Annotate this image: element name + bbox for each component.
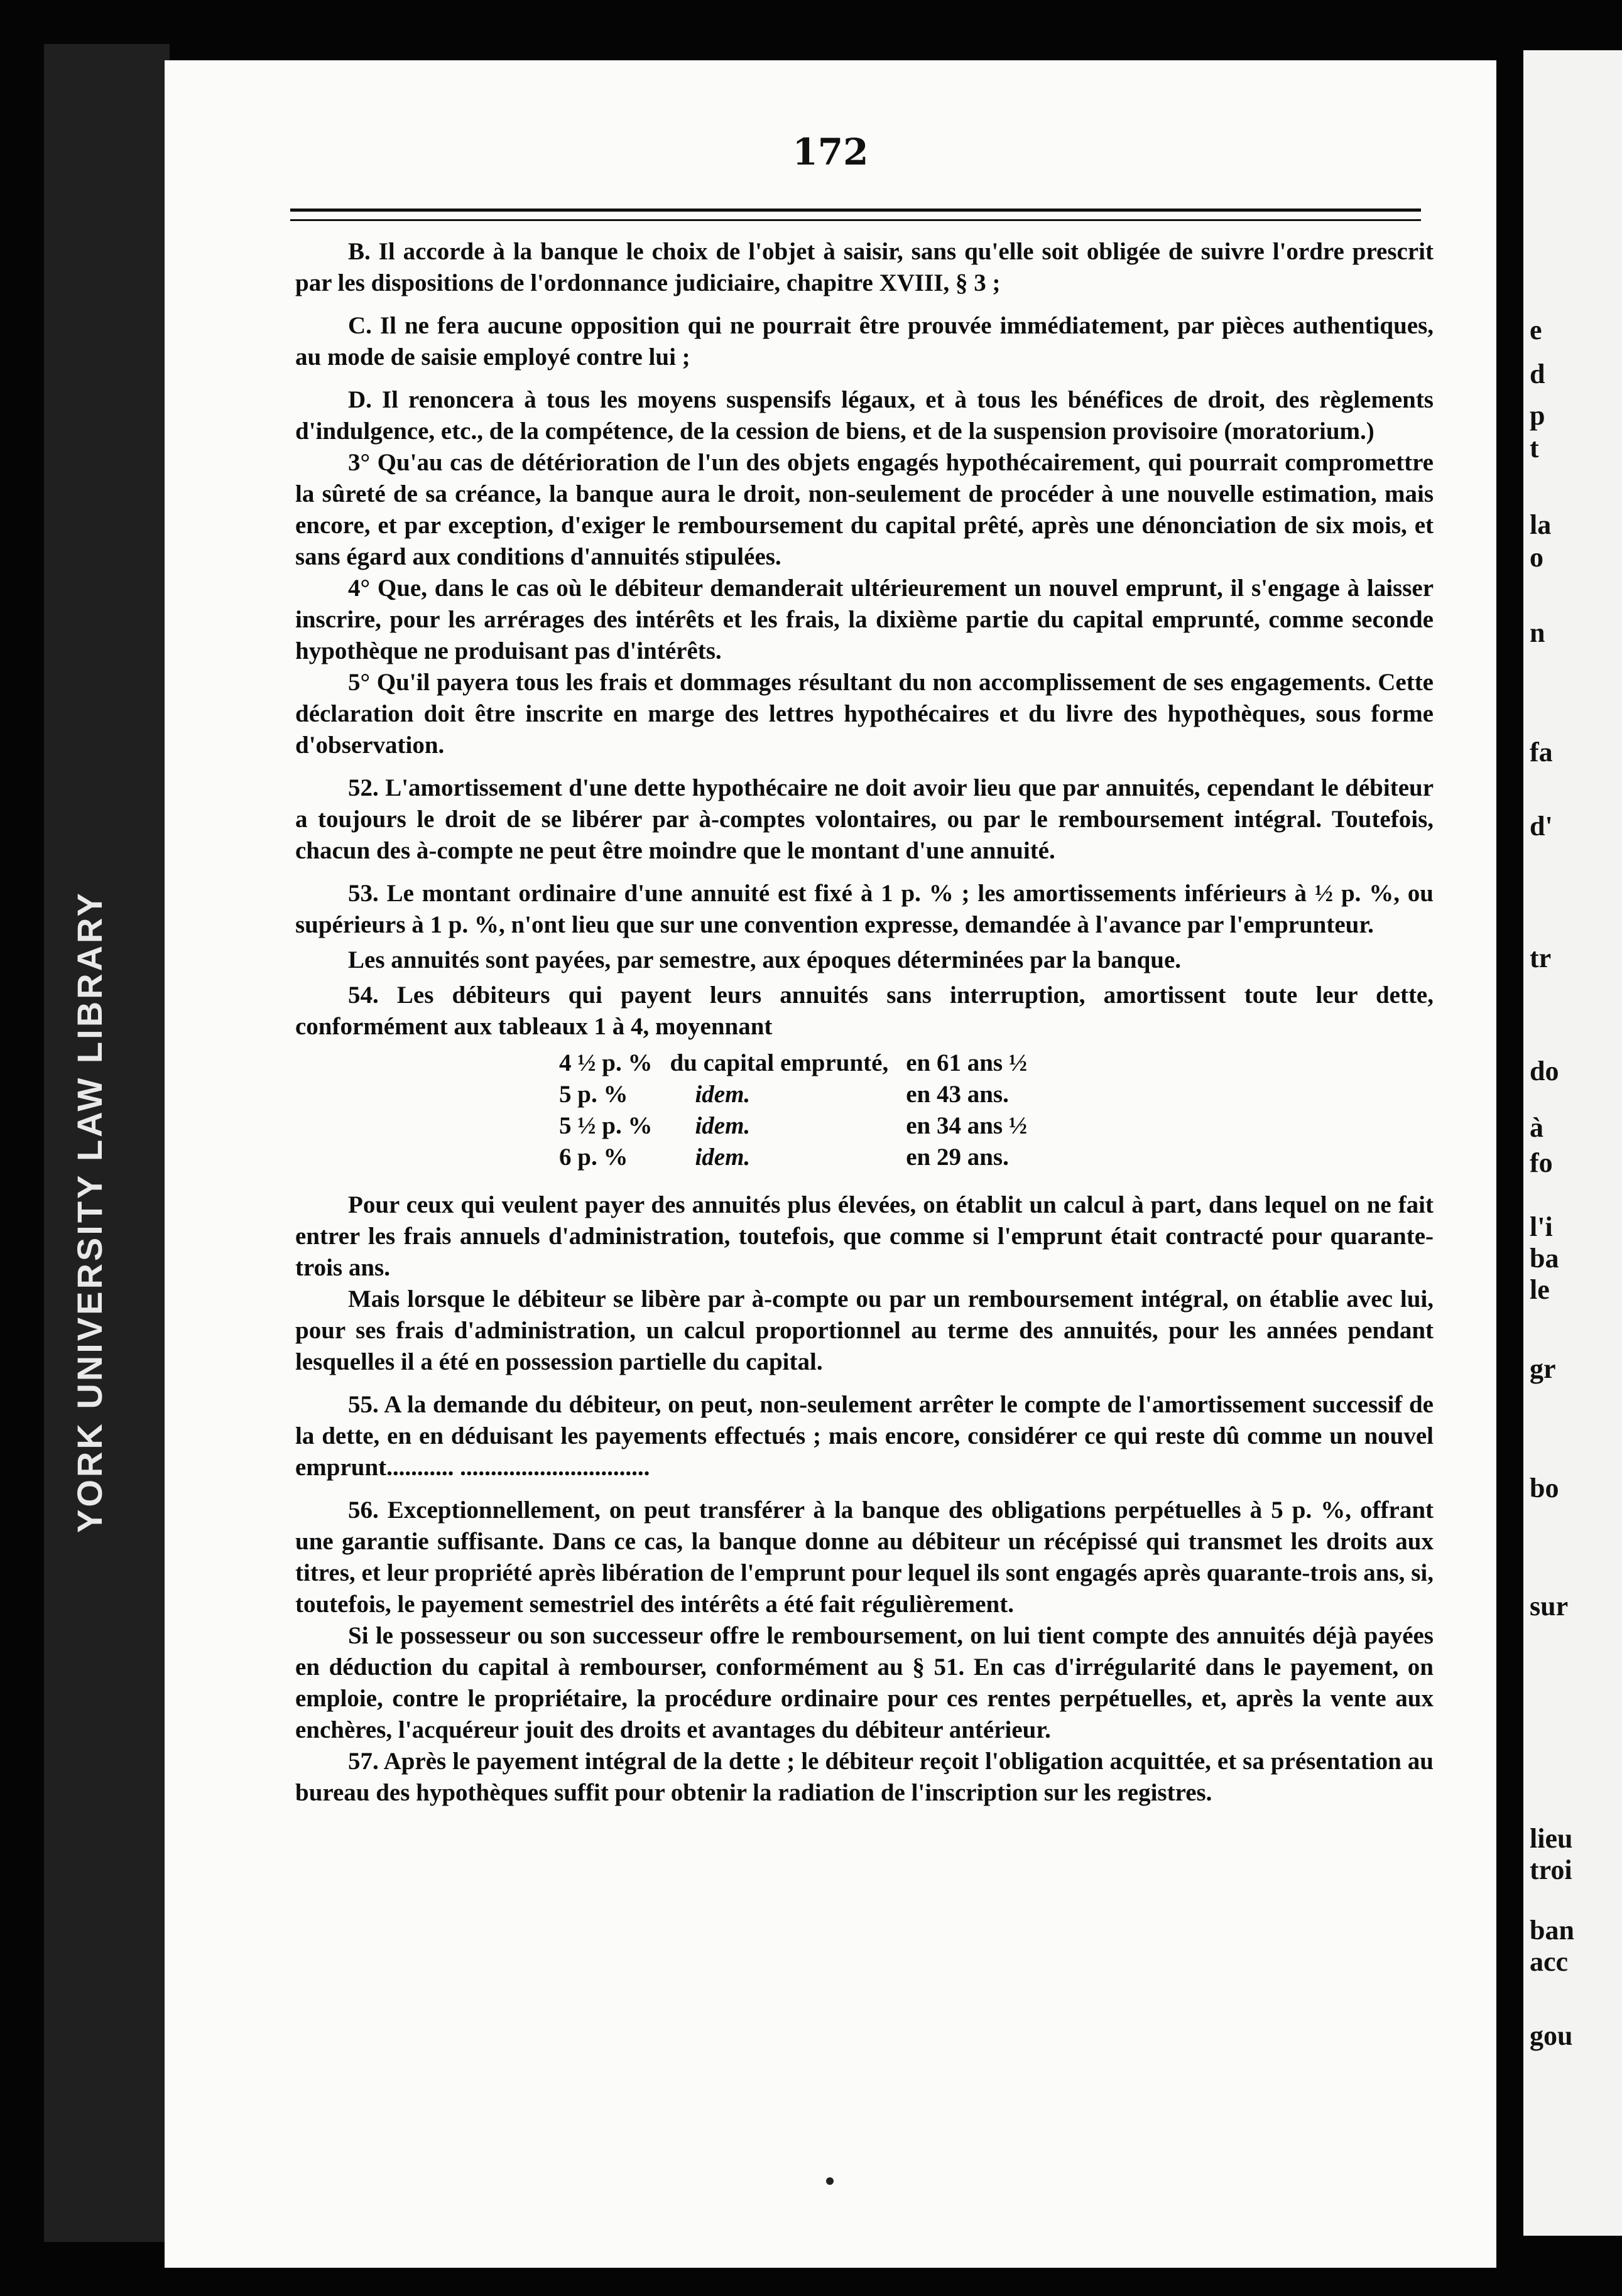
label-cell: idem.	[695, 1144, 751, 1171]
label-cell: idem.	[695, 1112, 751, 1139]
rate-cell: 5 p. %	[559, 1081, 628, 1108]
book-page	[165, 60, 1496, 2268]
paragraph-5: 5° Qu'il payera tous les frais et dommages résultant du non accomplissement de ses engagements. Cette déclaration doit être inscrite en marge des lettres hypothécaires et du livre des hypothèques, sous forme d'observation.	[295, 669, 1434, 759]
fragment: t	[1530, 433, 1539, 463]
higher-annuities-paragraph: Pour ceux qui veulent payer des annuités plus élevées, on établit un calcul à part, dans lequel on ne fait entrer les frais annuels d'administration, toutefois, que comme si l'emprunt était contracté pour quarante-trois ans.	[295, 1191, 1434, 1281]
fragment: tr	[1530, 943, 1552, 973]
page-number: 172	[792, 131, 869, 173]
article-55: 55. A la demande du débiteur, on peut, non-seulement arrêter le compte de l'amortissement successif de la dette, en en déduisant les payements effectués ; mais encore, considérer ce qui reste dû comme un nouvel emprunt........... ...............................	[295, 1391, 1434, 1481]
fragment: fa	[1530, 737, 1553, 767]
fragment: gr	[1530, 1353, 1556, 1384]
article-52: 52. L'amortissement d'une dette hypothécaire ne doit avoir lieu que par annuités, cependant le débiteur a toujours le droit de se libérer par à-comptes volontaires, ou par le remboursement intégral. Toutefois, chacun des à-compte ne peut être moindre que le montant d'une annuité.	[295, 774, 1434, 864]
rate-cell: 6 p. %	[559, 1144, 628, 1171]
term-cell: en 43 ans.	[906, 1081, 1009, 1108]
partial-repayment-paragraph: Mais lorsque le débiteur se libère par à-compte ou par un remboursement intégral, on établie avec lui, pour ses frais d'administration, un calcul proportionnel au terme des annuités, pour les années pendant lesquelles il a été en possession partielle du capital.	[295, 1286, 1434, 1375]
fragment: o	[1530, 542, 1543, 573]
fragment: fo	[1530, 1147, 1553, 1178]
fragment: ba	[1530, 1243, 1559, 1274]
page-body	[295, 236, 1434, 1820]
rate-cell: 4 ½ p. %	[559, 1049, 653, 1076]
term-cell: en 29 ans.	[906, 1144, 1009, 1171]
label-cell: du capital emprunté,	[670, 1049, 889, 1076]
adjacent-page-edge	[1523, 50, 1622, 2236]
table-row	[559, 1079, 1045, 1110]
table-row	[559, 1142, 1045, 1173]
table-row	[559, 1110, 1045, 1142]
fragment: sur	[1530, 1591, 1569, 1622]
fragment: l'i	[1530, 1211, 1553, 1242]
article-56: 56. Exceptionnellement, on peut transférer à la banque des obligations perpétuelles à 5 p. %, offrant une garantie suffisante. Dans ce cas, la banque donne au débiteur un récépissé qui transmet les droits aux titres, et leur propriété après libération de l'emprunt pour lequel ils sont engagés après quarante-trois ans, si, toutefois, le payement semestriel des intérêts a été fait régulièrement.	[295, 1497, 1434, 1618]
fragment: ban	[1530, 1915, 1574, 1946]
amortization-rates-table	[559, 1048, 1045, 1173]
fragment: le	[1530, 1274, 1550, 1305]
header-rule	[290, 208, 1421, 221]
fragment: à	[1530, 1112, 1543, 1143]
fragment: lieu	[1530, 1823, 1573, 1854]
fragment: la	[1530, 509, 1552, 540]
article-57: 57. Après le payement intégral de la dette ; le débiteur reçoit l'obligation acquittée, et sa présentation au bureau des hypothèques suffit pour obtenir la radiation de l'inscription sur les registres.	[295, 1748, 1434, 1806]
term-cell: en 34 ans ½	[906, 1112, 1028, 1139]
fragment: e	[1530, 315, 1542, 345]
fragment: p	[1530, 400, 1545, 431]
label-cell: idem.	[695, 1081, 751, 1108]
paragraph-b: B. Il accorde à la banque le choix de l'objet à saisir, sans qu'elle soit obligée de suivre l'ordre prescrit par les dispositions de l'ordonnance judiciaire, chapitre XVIII, § 3 ;	[295, 238, 1434, 296]
fragment: do	[1530, 1056, 1559, 1086]
fragment: troi	[1530, 1855, 1572, 1885]
fragment: d	[1530, 359, 1545, 389]
fragment: gou	[1530, 2020, 1573, 2051]
article-53: 53. Le montant ordinaire d'une annuité est fixé à 1 p. % ; les amortissements inférieurs à ½ p. %, ou supérieurs à 1 p. %, n'ont lieu que sur une convention expresse, demandée à l'avance par l'emprunteur.	[295, 880, 1434, 938]
article-54: 54. Les débiteurs qui payent leurs annuités sans interruption, amortissent toute leur dette, conformément aux tableaux 1 à 4, moyennant	[295, 982, 1434, 1040]
fragment: d'	[1530, 811, 1553, 842]
paragraph-3: 3° Qu'au cas de détérioration de l'un des objets engagés hypothécairement, qui pourrait compromettre la sûreté de sa créance, la banque aura le droit, non-seulement de procéder à une nouvelle estimation, mais encore, et par exception, d'exiger le remboursement du capital prêté, après une dénonciation de six mois, et sans égard aux conditions d'annuités stipulées.	[295, 449, 1434, 570]
annuities-paragraph: Les annuités sont payées, par semestre, aux époques déterminées par la banque.	[348, 946, 1182, 973]
table-row	[559, 1048, 1045, 1079]
rate-cell: 5 ½ p. %	[559, 1112, 653, 1139]
term-cell: en 61 ans ½	[906, 1049, 1028, 1076]
paragraph-c: C. Il ne fera aucune opposition qui ne pourrait être prouvée immédiatement, par pièces authentiques, au mode de saisie employé contre lui ;	[295, 312, 1434, 371]
paragraph-4: 4° Que, dans le cas où le débiteur demanderait ultérieurement un nouvel emprunt, il s'engage à laisser inscrire, pour les arrérages des intérêts et les frais, la dixième partie du capital emprunté, comme seconde hypothèque ne produisant pas d'intérêts.	[295, 575, 1434, 664]
fragment: acc	[1530, 1946, 1569, 1977]
paragraph-d: D. Il renoncera à tous les moyens suspensifs légaux, et à tous les bénéfices de droit, des règlements d'indulgence, etc., de la compétence, de la cession de biens, et de la suspension provisoire (moratorium.)	[295, 386, 1434, 445]
library-stamp: YORK UNIVERSITY LAW LIBRARY	[70, 891, 109, 1534]
fragment: n	[1530, 617, 1545, 648]
fragment: bo	[1530, 1473, 1559, 1503]
successor-paragraph: Si le possesseur ou son successeur offre le remboursement, on lui tient compte des annuités déjà payées en déduction du capital à rembourser, conformément au § 51. En cas d'irrégularité dans le payement, on emploie, contre le propriétaire, la procédure ordinaire pour ces rentes perpétuelles, et, après la vente aux enchères, l'acquéreur jouit des droits et avantages du débiteur antérieur.	[295, 1622, 1434, 1743]
page-mark	[826, 2177, 834, 2185]
